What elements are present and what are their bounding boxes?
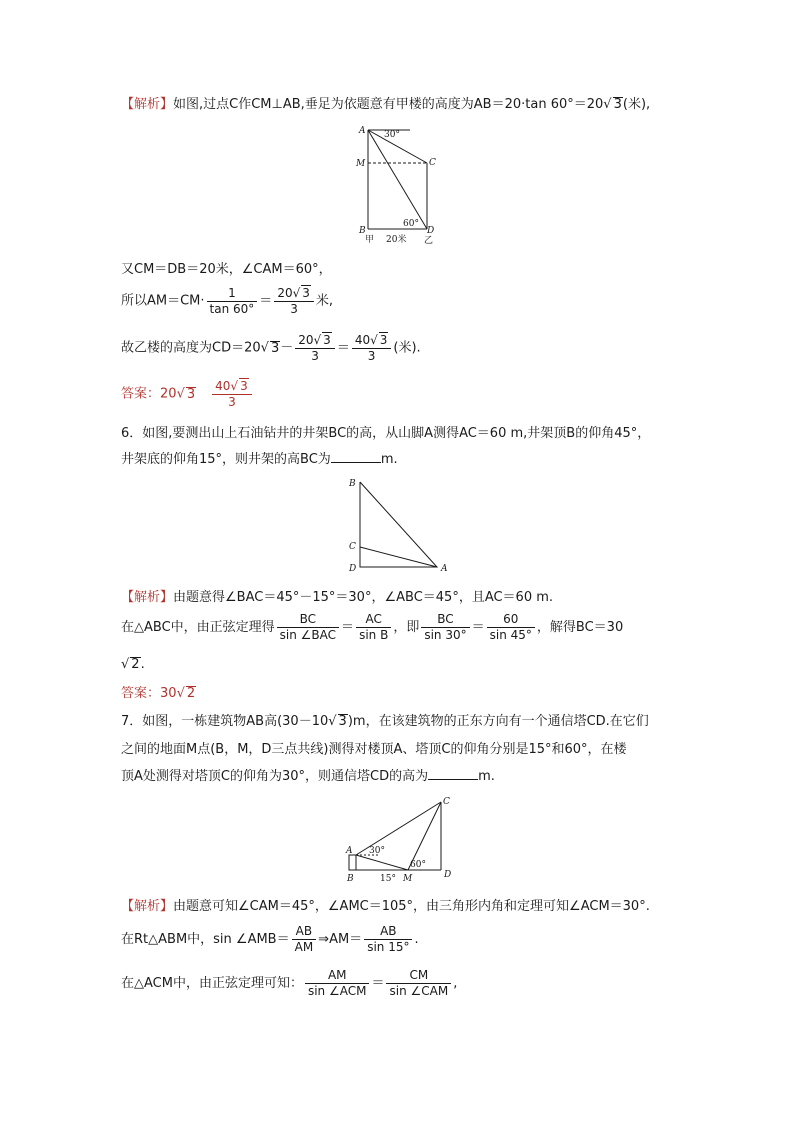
solution-line-1: 【解析】如图,过点C作CM⊥AB,垂足为依题意有甲楼的高度为AB＝20·tan 60°＝20√ 3(米), [121,97,651,112]
label-B: B [349,479,356,489]
solution-line-4: 故乙楼的高度为CD＝20√ 3－ $\frac{20√ 3}{3}$ ＝ $\frac{40√ 3}{3}$ (米). [121,333,421,363]
label-A: A [359,126,366,136]
label-D: D [427,226,435,236]
angle-15: 15° [380,874,396,884]
label-D: D [444,870,452,880]
solution-7-line-3: 在△ACM中，由正弦定理可知： $\frac{AM}{\text{sin ∠ACM}}$ ＝ $\frac{CM}{\text{sin ∠CAM}}$ , [121,968,458,998]
question-7-line-2: 之间的地面M点(B，M，D三点共线)测得对楼顶A、塔顶C的仰角分别是15°和60°，在楼 [121,742,627,757]
label-A: A [441,564,448,574]
solution-7-line-1: 【解析】由题意可知∠CAM＝45°，∠AMC＝105°，由三角形内角和定理可知∠ACM＝30°. [121,899,650,914]
radicand: 3 [613,97,622,112]
analysis-tag: 【解析】 [121,97,174,112]
label-C: C [443,797,450,807]
fraction: $\frac{1}{\tan 60^\circ}$ [207,286,258,317]
fraction: $\frac{20√ 3}{3}$ [295,332,335,364]
answer-2: 答案：30√ 2 [121,686,196,701]
text: 如图,过点C作CM⊥AB,垂足为依题意有甲楼的高度为AB＝20·tan 60°＝20 [173,97,604,112]
label-distance: 20米 [386,235,407,245]
angle-30: 30° [369,846,385,856]
label-D: D [349,564,357,574]
solution-6-line-1: 【解析】由题意得∠BAC＝45°－15°＝30°，∠ABC＝45°，且AC＝60 m. [121,590,554,605]
fraction: $\frac{AB}{\sin 15^\circ}$ [364,924,412,955]
angle-60: 60° [410,860,426,870]
label-yi: 乙 [424,236,434,246]
fraction: $\frac{60}{\sin 45^\circ}$ [487,612,535,643]
angle-60: 60° [403,219,419,229]
label-M: M [356,159,366,169]
fraction: $\frac{40√ 3}{3}$ [352,332,392,364]
solution-line-2: 又CM＝DB＝20米，∠CAM＝60°， [121,262,332,277]
label-jia: 甲 [365,235,375,245]
label-C: C [429,158,436,168]
fraction: $\frac{CM}{\text{sin ∠CAM}}$ [386,968,451,999]
fraction: $\frac{AC}{\text{sin B}}$ [356,612,391,643]
question-6-line-1: 6．如图,要测出山上石油钻井的井架BC的高，从山脚A测得AC＝60 m,井架顶B的仰角45°， [121,426,651,441]
question-7-line-3: 顶A处测得对塔顶C的仰角为30°，则通信塔CD的高为 m. [121,769,495,784]
label-B: B [347,874,354,884]
solution-6-line-2: 在△ABC中，由正弦定理得 $\frac{BC}{\text{sin ∠BAC}}$ ＝ $\frac{AC}{\text{sin B}}$ ，即 $\frac{BC}{\sin 30^\circ}$ ＝ $\frac{60}{\sin 45^\circ}$ ，解得BC＝30 [121,612,624,642]
fraction: $\frac{BC}{\text{sin ∠BAC}}$ [277,612,339,643]
fraction: $\frac{BC}{\sin 30^\circ}$ [421,612,469,643]
fraction: $\frac{40√ 3}{3}$ [212,378,252,410]
figure-buildings [355,122,440,247]
label-B: B [359,226,366,236]
answer-blank [331,450,381,463]
question-6-line-2: 井架底的仰角15°，则井架的高BC为 m. [121,452,398,467]
solution-6-line-3: √ 2. [121,657,145,672]
label-A: A [346,846,353,856]
angle-30: 30° [384,130,400,140]
label-C: C [349,542,356,552]
fraction: $\frac{AB}{AM}$ [292,924,317,955]
figure-tower [340,795,465,887]
fraction: $\frac{AM}{\text{sin ∠ACM}}$ [305,968,370,999]
answer-1: 答案：20√ 3 $\frac{40√ 3}{3}$ [121,378,254,410]
label-M: M [403,874,413,884]
question-7-line-1: 7．如图，一栋建筑物AB高(30－10√ 3)m，在该建筑物的正东方向有一个通信塔CD.在它们 [121,714,649,729]
figure-derrick [340,474,455,574]
answer-blank [428,767,478,780]
text: (米), [622,97,651,112]
solution-line-3: 所以AM＝CM· $\frac{1}{\tan 60^\circ}$ ＝ $\frac{20√ 3}{3}$ 米, [121,285,334,316]
fraction: $\frac{20√ 3}{3}$ [274,285,314,317]
solution-7-line-2: 在Rt△ABM中，sin ∠AMB＝ $\frac{AB}{AM}$ ⇒AM＝ $\frac{AB}{\sin 15^\circ}$ . [121,924,419,954]
